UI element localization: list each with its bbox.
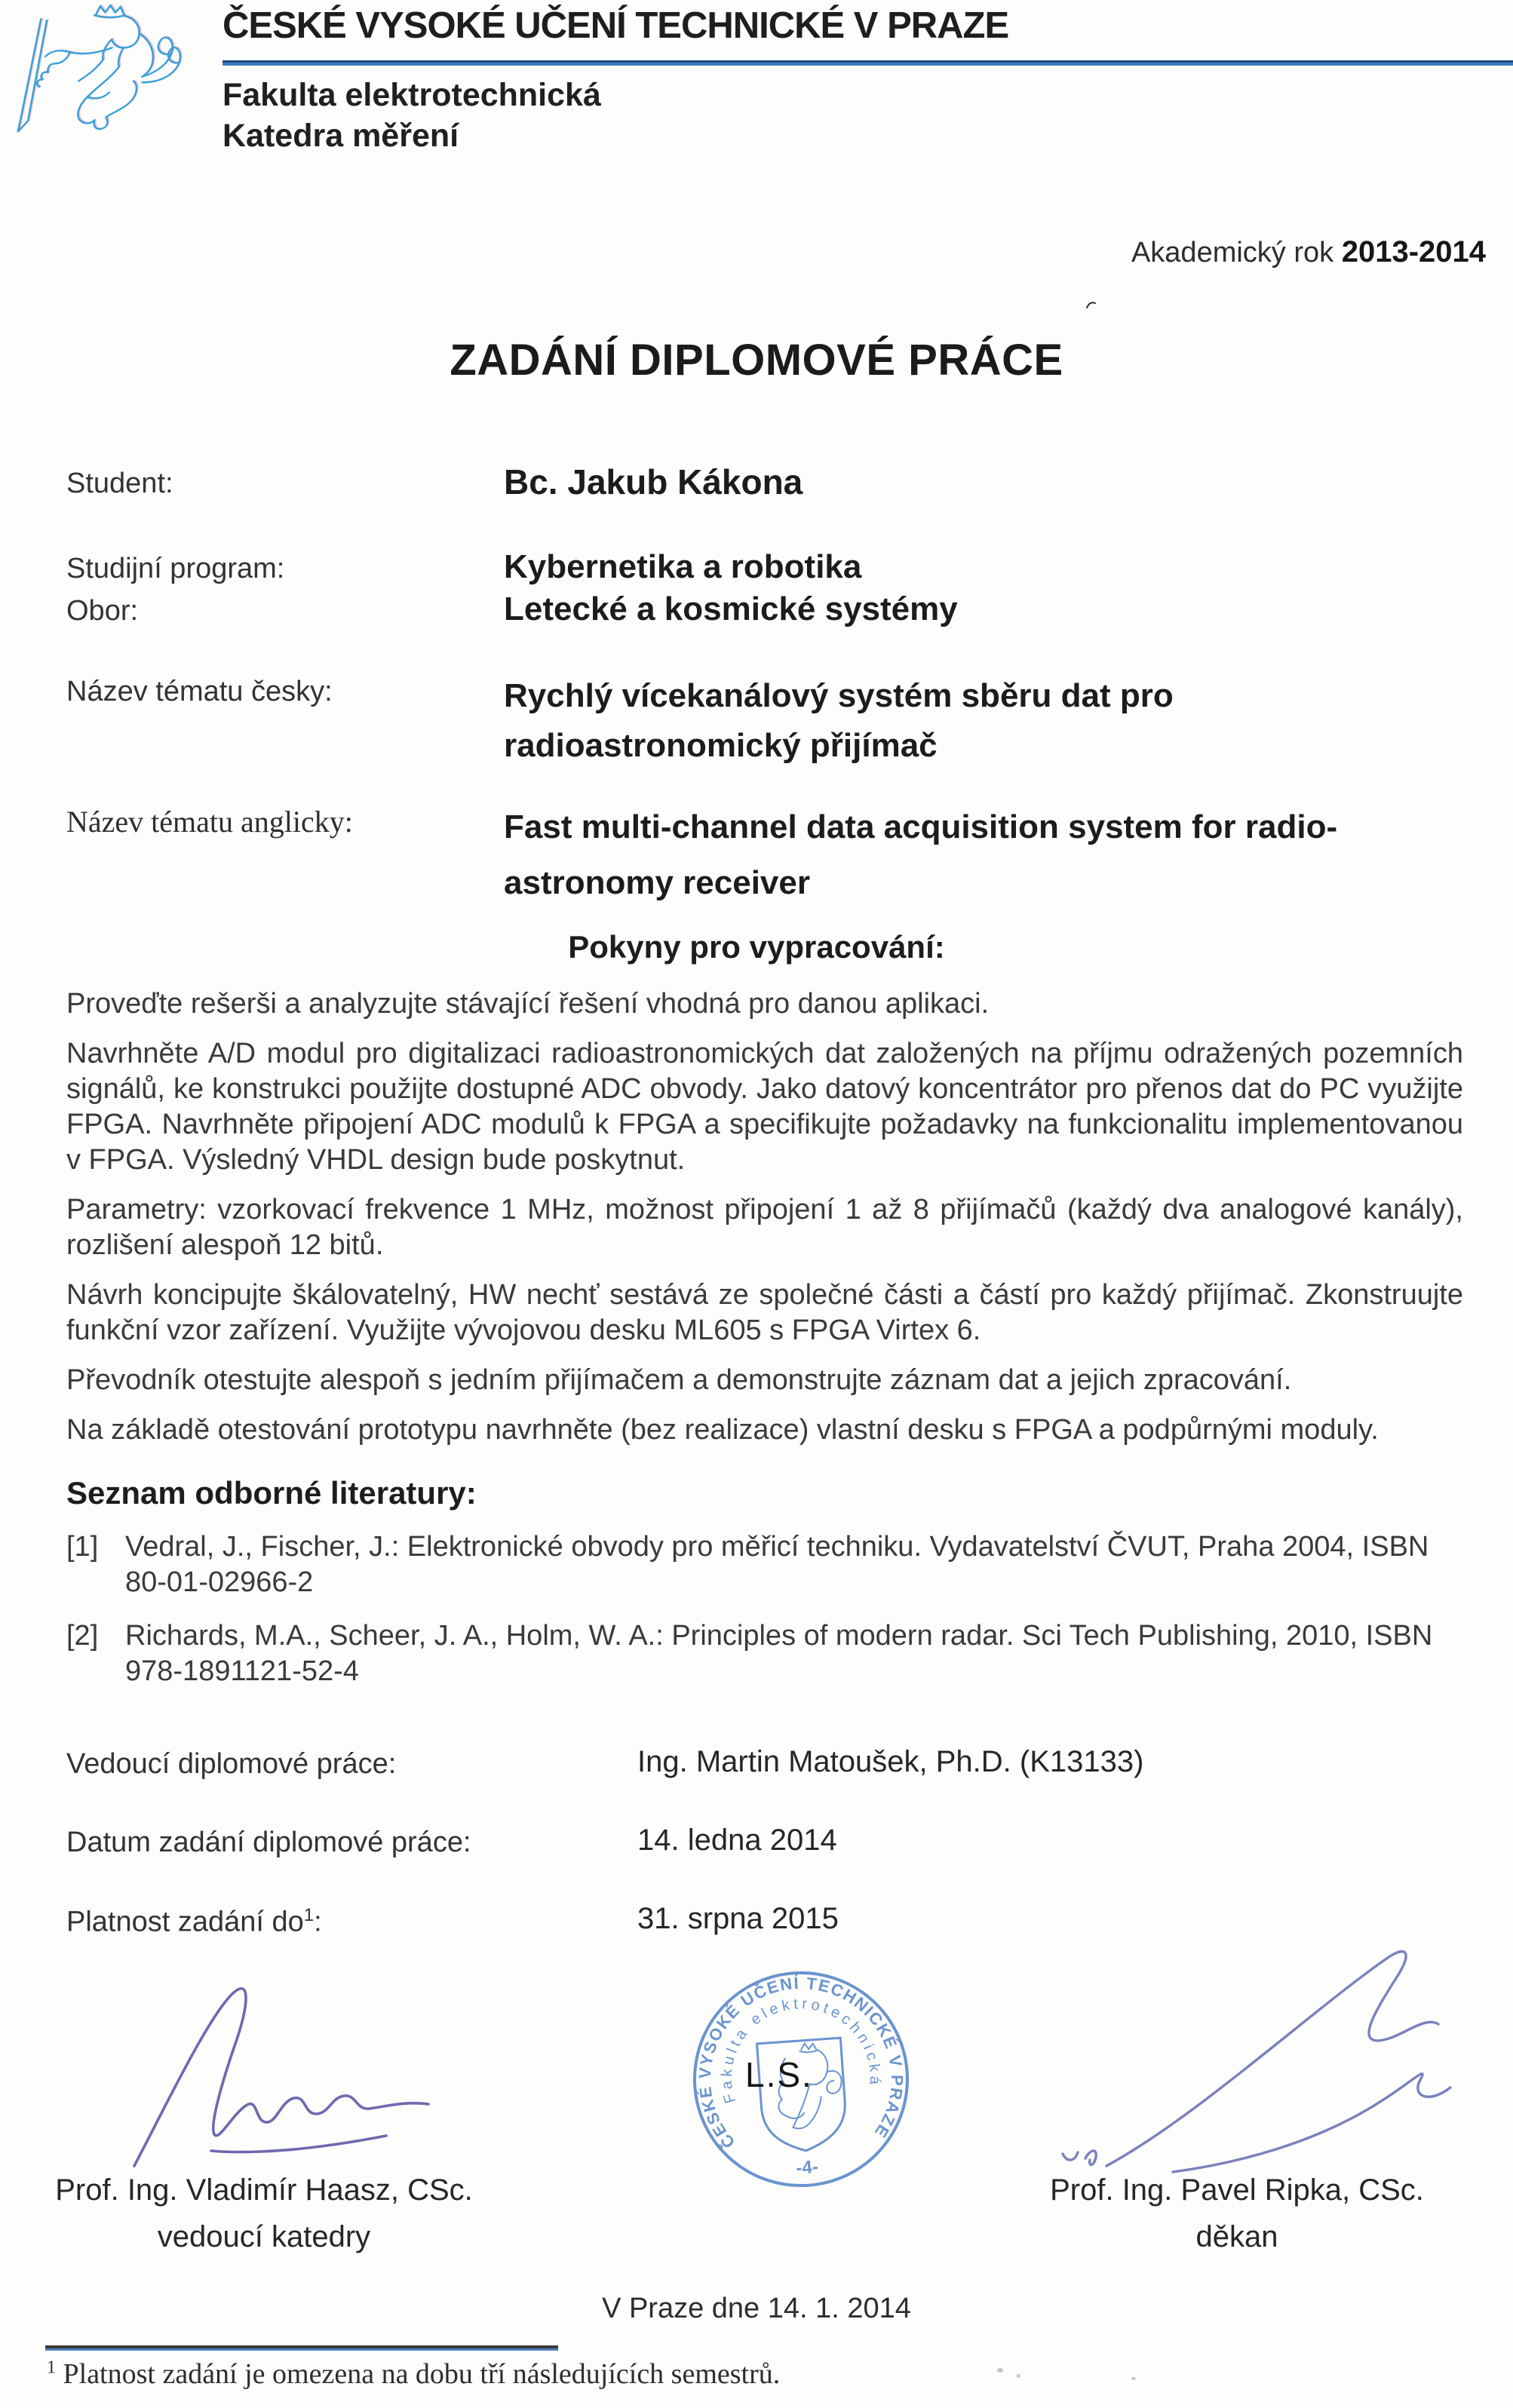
literature-text: Richards, M.A., Scheer, J. A., Holm, W. A.: Principles of modern radar. Sci Tech Publishing, 2010, ISBN 978-1891121-52-4 [125, 1620, 1433, 1687]
literature-item [66, 1618, 1471, 1689]
instructions-paragraph: Navrhněte A/D modul pro digitalizaci radioastronomických dat založených na příjmu odražených pozemních signálů, ke konstrukci použijte dostupné ADC obvody. Jako datový koncentrátor pro přenos dat do PC využijte FPGA. Navrhněte připojení ADC modulů k FPGA a specifikujte požadavky na funkcionalitu implementovanou v FPGA. Výsledný VHDL design bude poskytnut. [66, 1038, 1463, 1176]
validity-value: 31. srpna 2015 [637, 1902, 839, 1935]
instructions-paragraph: Návrh koncipujte škálovatelný, HW nechť sestává ze společné části a částí pro každý přijímač. Zkonstruujte funkční vzor zařízení. Využijte vývojovou desku ML605 s FPGA Virtex 6. [66, 1279, 1463, 1346]
branch-label: Obor: [66, 595, 139, 627]
scan-speck [1017, 2374, 1020, 2378]
stamp-inner-text: Fakulta elektrotechnická [718, 1995, 883, 2106]
place-date: V Praze dne 14. 1. 2014 [602, 2293, 911, 2324]
supervisor-label: Vedoucí diplomové práce: [66, 1748, 397, 1780]
left-signature-icon [121, 1961, 453, 2187]
validity-label-text: Platnost zadání do [66, 1906, 304, 1938]
right-signer-role: děkan [1195, 2220, 1278, 2253]
instructions-paragraph: Proveďte rešerši a analyzujte stávající řešení vhodná pro danou aplikaci. [66, 988, 990, 1020]
assign-date-value: 14. ledna 2014 [637, 1824, 837, 1857]
instructions-paragraph: Převodník otestujte alespoň s jedním přijímačem a demonstrujte záznam dat a jejich zpracování. [66, 1364, 1292, 1396]
instructions-heading: Pokyny pro vypracování: [568, 929, 945, 965]
footnote-divider [45, 2345, 558, 2351]
validity-label [66, 1905, 322, 1939]
stamp-number: -4- [795, 2156, 819, 2179]
literature-list [66, 1529, 1471, 1707]
student-label: Student: [66, 468, 173, 499]
literature-text: Vedral, J., Fischer, J.: Elektronické obvody pro měřicí techniku. Vydavatelství ČVUT, Praha 2004, ISBN 80-01-02966-2 [125, 1531, 1429, 1598]
footnote-mark: 1 [47, 2357, 56, 2378]
validity-colon: : [314, 1906, 322, 1938]
scan-mark-icon [1085, 299, 1098, 311]
document-title: ZADÁNÍ DIPLOMOVÉ PRÁCE [450, 336, 1063, 385]
scan-speck [997, 2368, 1003, 2373]
left-signer-role: vedoucí katedry [157, 2220, 371, 2253]
academic-year-label: Akademický rok [1131, 237, 1342, 268]
literature-item [66, 1529, 1471, 1600]
supervisor-value: Ing. Martin Matoušek, Ph.D. (K13133) [637, 1745, 1144, 1778]
literature-ref: [1] [66, 1531, 99, 1563]
literature-ref: [2] [66, 1620, 99, 1652]
program-value: Kybernetika a robotika [504, 548, 862, 585]
topic-en-label: Název tématu anglicky: [66, 805, 353, 839]
topic-en-value: Fast multi-channel data acquisition system for radio-astronomy receiver [504, 808, 1338, 901]
literature-heading: Seznam odborné literatury: [66, 1475, 477, 1511]
validity-footnote-mark: 1 [303, 1905, 315, 1925]
university-name: ČESKÉ VYSOKÉ UČENÍ TECHNICKÉ V PRAZE [222, 5, 1009, 46]
instructions-paragraph: Na základě otestování prototypu navrhněte (bez realizace) vlastní desku s FPGA a podpůrnými moduly. [66, 1414, 1379, 1446]
instructions-paragraphs [66, 986, 1463, 1462]
student-value: Bc. Jakub Kákona [504, 462, 803, 502]
right-signer-name: Prof. Ing. Pavel Ripka, CSc. [1050, 2173, 1424, 2207]
topic-cs-value: Rychlý vícekanálový systém sběru dat pro radioastronomický přijímač [504, 677, 1174, 764]
department-name: Katedra měření [222, 118, 459, 154]
header-divider [222, 60, 1513, 66]
scan-speck [1131, 2377, 1136, 2380]
branch-value: Letecké a kosmické systémy [504, 590, 958, 627]
ctu-lion-logo-icon [9, 3, 190, 140]
footnote-text: Platnost zadání je omezena na dobu tří následujících semestrů. [56, 2358, 781, 2390]
instructions-paragraph: Parametry: vzorkovací frekvence 1 MHz, možnost připojení 1 až 8 přijímačů (každý dva analogové kanály), rozlišení alespoň 12 bitů. [66, 1194, 1463, 1261]
ls-seal-mark: L.S. [745, 2055, 813, 2094]
academic-year-value: 2013-2014 [1341, 235, 1486, 268]
left-signer-name: Prof. Ing. Vladimír Haasz, CSc. [55, 2173, 473, 2207]
right-signature-icon [1052, 1940, 1459, 2181]
faculty-name: Fakulta elektrotechnická [222, 77, 601, 113]
assign-date-label: Datum zadání diplomové práce: [66, 1827, 471, 1858]
academic-year [1131, 235, 1486, 269]
stamp-outer-text: ČESKÉ VYSOKÉ UČENÍ TECHNICKÉ V PRAZE [695, 1973, 907, 2152]
topic-cs-label: Název tématu česky: [66, 676, 333, 707]
footnote [47, 2357, 780, 2391]
program-label: Studijní program: [66, 553, 285, 584]
